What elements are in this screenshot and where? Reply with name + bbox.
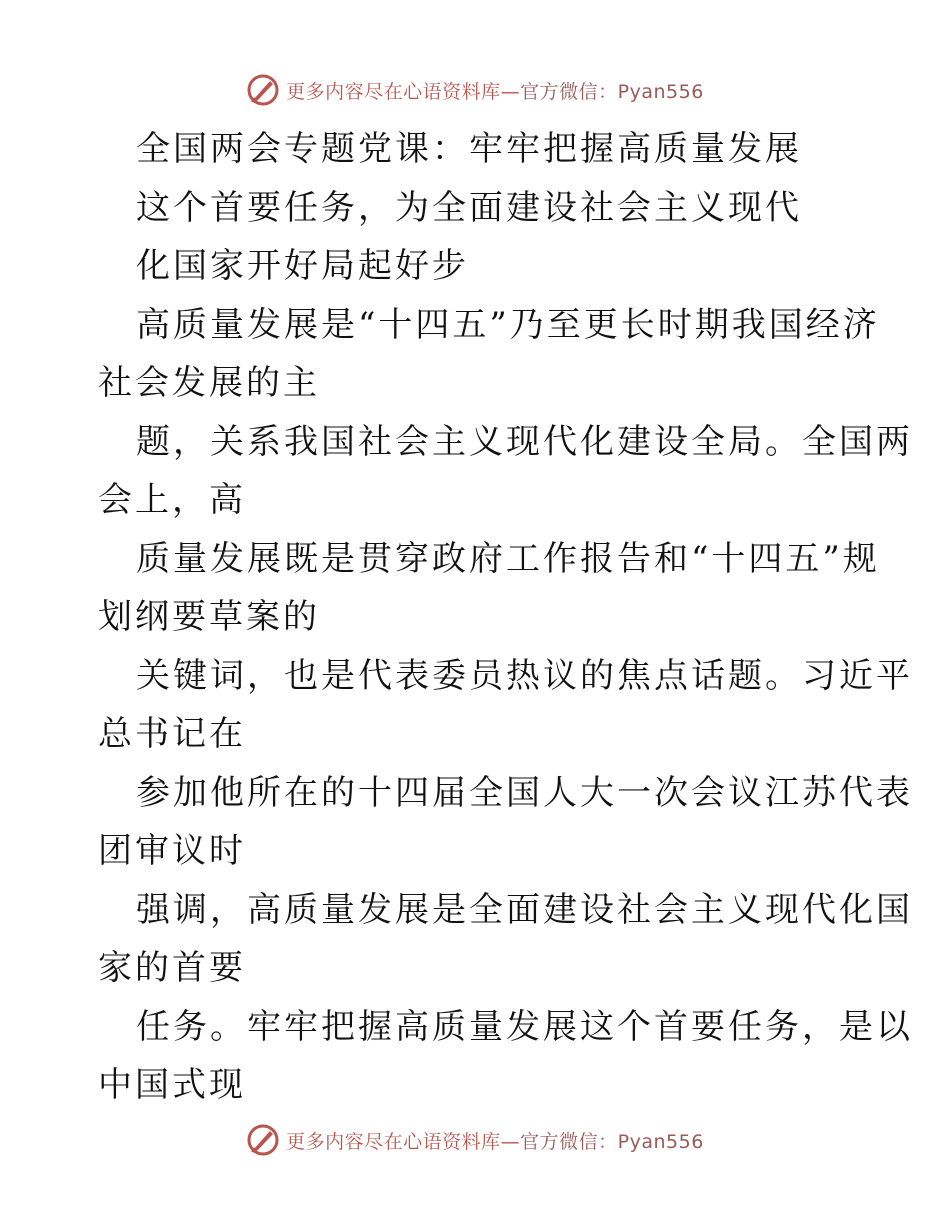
paragraph-line: 题，关系我国社会主义现代化建设全局。全国两 [136, 421, 913, 462]
quill-logo-icon [246, 73, 280, 107]
paragraph-line: 团审议时 [98, 831, 246, 871]
paragraph-line: 高质量发展是“十四五”乃至更长时期我国经济 [136, 304, 880, 345]
paragraph-line: 社会发展的主 [98, 363, 320, 403]
title-line-1: 全国两会专题党课：牢牢把握高质量发展 [136, 129, 802, 169]
paragraph-line: 关键词，也是代表委员热议的焦点话题。习近平 [136, 655, 913, 696]
paragraph-line: 参加他所在的十四届全国人大一次会议江苏代表 [136, 772, 913, 813]
banner-text: 更多内容尽在心语资料库—官方微信：Pyan556 [286, 1130, 704, 1153]
title-line-2: 这个首要任务，为全面建设社会主义现代 [136, 187, 802, 228]
paragraph-line: 质量发展既是贯穿政府工作报告和“十四五”规 [136, 538, 880, 579]
paragraph-line: 总书记在 [98, 714, 246, 754]
document-body [98, 120, 913, 1115]
paragraph-line: 任务。牢牢把握高质量发展这个首要任务，是以 [136, 1006, 913, 1047]
paragraph-line: 强调，高质量发展是全面建设社会主义现代化国 [136, 889, 913, 930]
title-line-3: 化国家开好局起好步 [136, 246, 469, 286]
header-banner [0, 70, 950, 110]
paragraph-line: 家的首要 [98, 948, 246, 988]
paragraph-line: 会上，高 [98, 480, 246, 520]
footer-banner [0, 1120, 950, 1160]
quill-logo-icon [246, 1123, 280, 1157]
paragraph-line: 划纲要草案的 [98, 597, 320, 637]
paragraph-line: 中国式现 [98, 1065, 246, 1105]
banner-text: 更多内容尽在心语资料库—官方微信：Pyan556 [286, 80, 704, 103]
